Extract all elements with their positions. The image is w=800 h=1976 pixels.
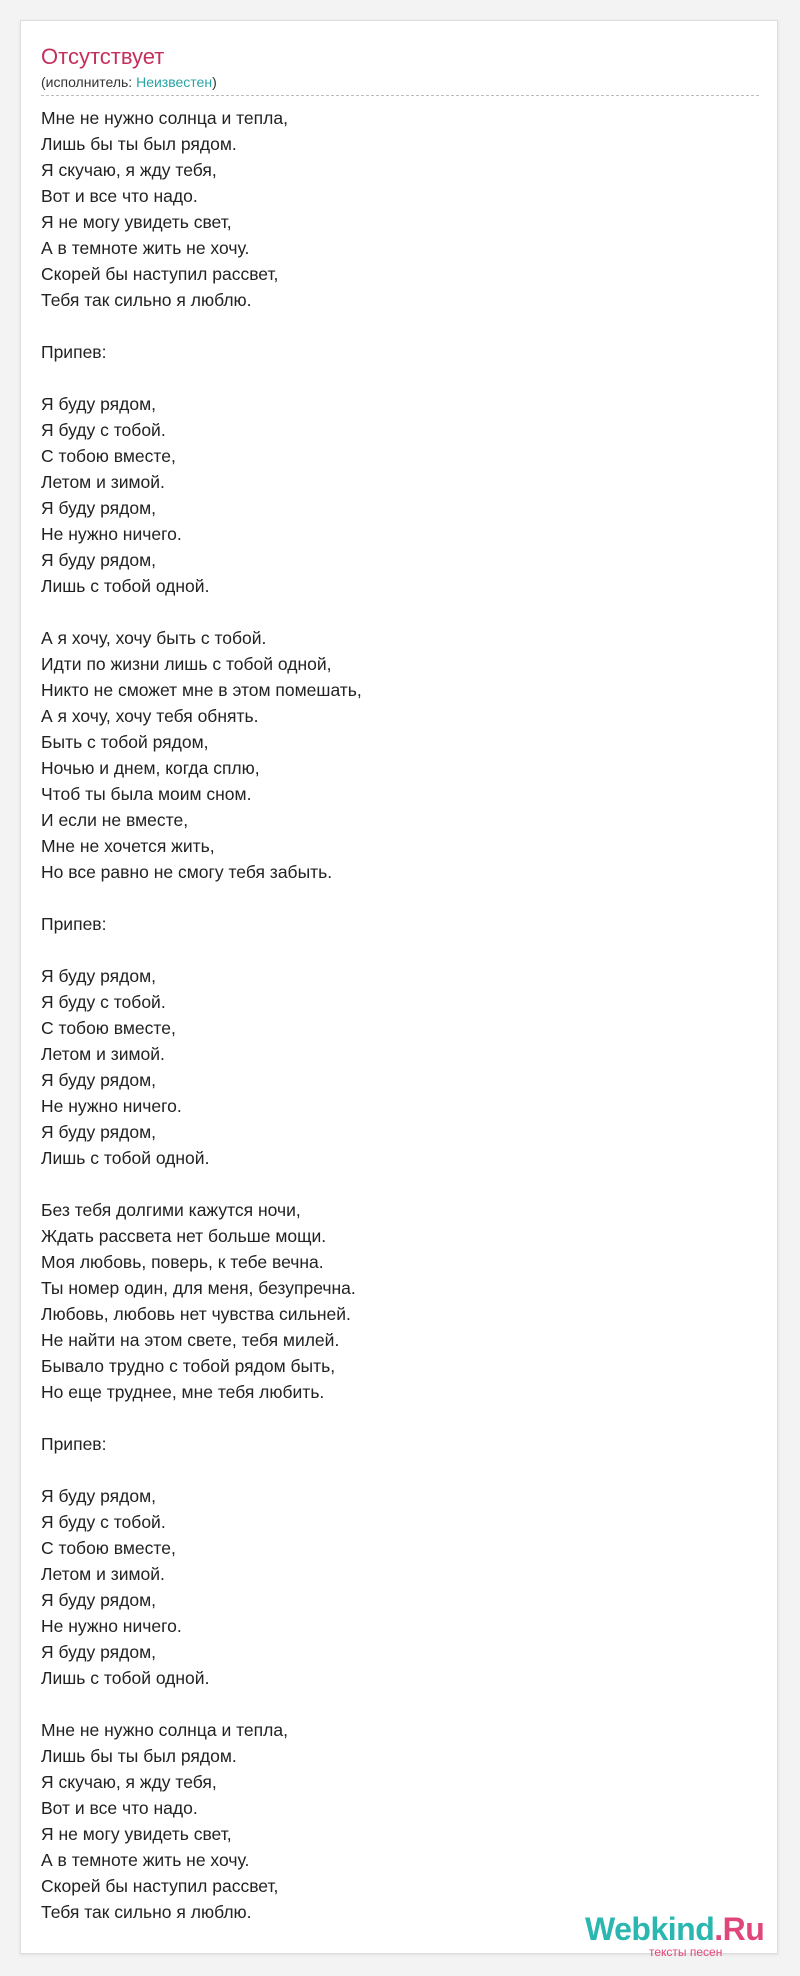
lyrics-line: Я буду рядом, [41, 1590, 156, 1610]
song-header [41, 43, 759, 96]
lyrics-line: Без тебя долгими кажутся ночи, [41, 1200, 301, 1220]
lyrics-line: Вот и все что надо. [41, 1798, 198, 1818]
lyrics-blank-line [41, 313, 759, 339]
lyrics-line: Мне не нужно солнца и тепла, [41, 108, 288, 128]
lyrics-line: Лишь с тобой одной. [41, 576, 210, 596]
lyrics-line: Тебя так сильно я люблю. [41, 290, 252, 310]
lyrics-line: И если не вместе, [41, 810, 189, 830]
lyrics-line: Я скучаю, я жду тебя, [41, 1772, 217, 1792]
lyrics-card [20, 20, 778, 1959]
site-logo[interactable] [585, 1911, 775, 1961]
lyrics-line: Идти по жизни лишь с тобой одной, [41, 654, 332, 674]
lyrics-line: Я буду рядом, [41, 1122, 156, 1142]
lyrics-line: Я буду с тобой. [41, 992, 166, 1012]
artist-suffix: ) [212, 74, 217, 90]
lyrics-line: Летом и зимой. [41, 1044, 165, 1064]
lyrics-line: Но все равно не смогу тебя забыть. [41, 862, 333, 882]
lyrics-line: Я буду рядом, [41, 1486, 156, 1506]
lyrics-line: Не нужно ничего. [41, 1096, 182, 1116]
lyrics-line: С тобою вместе, [41, 1018, 176, 1038]
lyrics-line: Мне не нужно солнца и тепла, [41, 1720, 288, 1740]
lyrics-line: Я не могу увидеть свет, [41, 1824, 232, 1844]
lyrics-line: Ждать рассвета нет больше мощи. [41, 1226, 327, 1246]
lyrics-line: А в темноте жить не хочу. [41, 1850, 250, 1870]
lyrics-line: Не нужно ничего. [41, 524, 182, 544]
lyrics-line: Скорей бы наступил рассвет, [41, 1876, 279, 1896]
lyrics-line: Я буду рядом, [41, 498, 156, 518]
lyrics-line: Я буду с тобой. [41, 1512, 166, 1532]
logo-wordmark [585, 1911, 764, 1947]
lyrics-line: Лишь бы ты был рядом. [41, 1746, 237, 1766]
song-title: Отсутствует [41, 44, 165, 69]
lyrics-line: Чтоб ты была моим сном. [41, 784, 252, 804]
lyrics-line: Скорей бы наступил рассвет, [41, 264, 279, 284]
lyrics-line: Припев: [41, 1434, 107, 1454]
lyrics-text [41, 105, 759, 1925]
lyrics-line: Не нужно ничего. [41, 1616, 182, 1636]
lyrics-line: Я буду рядом, [41, 1642, 156, 1662]
lyrics-line: Я не могу увидеть свет, [41, 212, 232, 232]
lyrics-line: Тебя так сильно я люблю. [41, 1902, 252, 1922]
lyrics-line: Лишь с тобой одной. [41, 1148, 210, 1168]
lyrics-line: Мне не хочется жить, [41, 836, 215, 856]
lyrics-line: С тобою вместе, [41, 1538, 176, 1558]
lyrics-blank-line [41, 1457, 759, 1483]
lyrics-line: Лишь с тобой одной. [41, 1668, 210, 1688]
lyrics-blank-line [41, 885, 759, 911]
logo-tagline: тексты песен [649, 1945, 723, 1959]
lyrics-line: Летом и зимой. [41, 1564, 165, 1584]
lyrics-line: А в темноте жить не хочу. [41, 238, 250, 258]
lyrics-line: Моя любовь, поверь, к тебе вечна. [41, 1252, 324, 1272]
lyrics-blank-line [41, 937, 759, 963]
lyrics-blank-line [41, 1405, 759, 1431]
lyrics-line: А я хочу, хочу быть с тобой. [41, 628, 267, 648]
lyrics-line: Быть с тобой рядом, [41, 732, 209, 752]
lyrics-line: Припев: [41, 914, 107, 934]
lyrics-line: Любовь, любовь нет чувства сильней. [41, 1304, 351, 1324]
lyrics-blank-line [41, 365, 759, 391]
lyrics-line: Я буду рядом, [41, 394, 156, 414]
lyrics-line: Лишь бы ты был рядом. [41, 134, 237, 154]
lyrics-blank-line [41, 1691, 759, 1717]
lyrics-line: А я хочу, хочу тебя обнять. [41, 706, 259, 726]
lyrics-line: Вот и все что надо. [41, 186, 198, 206]
lyrics-line: Припев: [41, 342, 107, 362]
lyrics-line: Я буду рядом, [41, 550, 156, 570]
lyrics-line: Бывало трудно с тобой рядом быть, [41, 1356, 336, 1376]
lyrics-line: Никто не сможет мне в этом помешать, [41, 680, 362, 700]
lyrics-blank-line [41, 599, 759, 625]
lyrics-line: Ночью и днем, когда сплю, [41, 758, 260, 778]
lyrics-line: Ты номер один, для меня, безупречна. [41, 1278, 356, 1298]
lyrics-line: С тобою вместе, [41, 446, 176, 466]
logo-main-text: Webkind [585, 1911, 715, 1947]
artist-line [41, 73, 759, 91]
logo-tld: .Ru [714, 1911, 765, 1947]
lyrics-line: Я буду рядом, [41, 966, 156, 986]
header-divider [41, 95, 759, 96]
lyrics-line: Не найти на этом свете, тебя милей. [41, 1330, 340, 1350]
lyrics-blank-line [41, 1171, 759, 1197]
lyrics-line: Но еще труднее, мне тебя любить. [41, 1382, 325, 1402]
artist-prefix: (исполнитель: [41, 74, 137, 90]
lyrics-line: Я скучаю, я жду тебя, [41, 160, 217, 180]
lyrics-line: Летом и зимой. [41, 472, 165, 492]
artist-link[interactable]: Неизвестен [136, 74, 213, 90]
lyrics-line: Я буду рядом, [41, 1070, 156, 1090]
lyrics-line: Я буду с тобой. [41, 420, 166, 440]
